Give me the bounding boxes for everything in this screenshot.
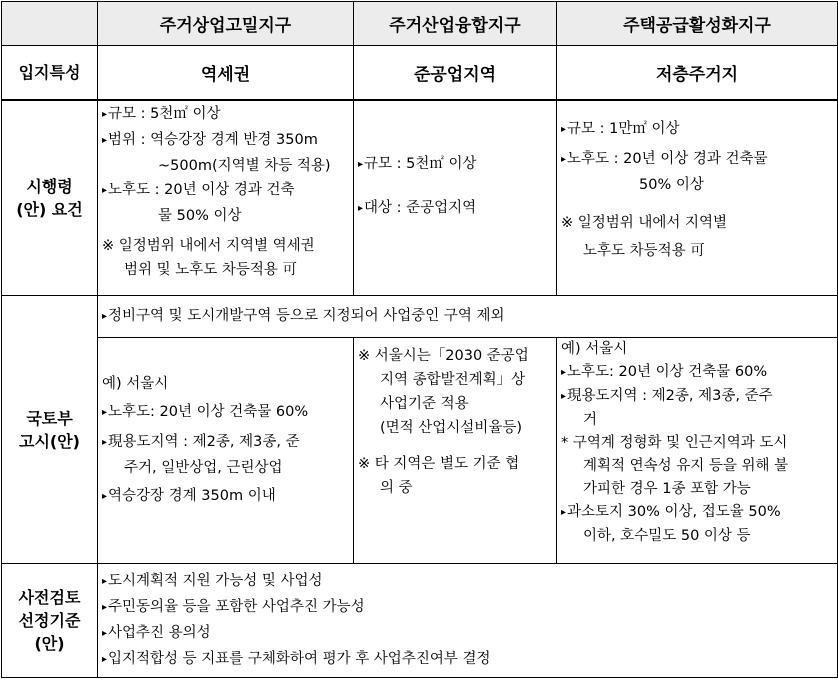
location-row (2, 46, 838, 100)
notice-detail-row (2, 338, 838, 564)
prereview-item: ▸ 주민동의율 등을 포함한 사업추진 가능성 (102, 595, 833, 621)
header-housing-supply: 주택공급활성화지구 (557, 2, 838, 46)
prereview-item: ▸ 입지적합성 등 지표를 구체화하여 평가 후 사업추진여부 결정 (102, 647, 833, 673)
notice-common: ▸ 정비구역 및 도시개발구역 등으로 지정되어 사업중인 구역 제외 (98, 296, 838, 338)
prereview-item: ▸ 도시계획적 지원 가능성 및 사업성 (102, 569, 833, 595)
location-station-area: 역세권 (98, 46, 354, 100)
zoning-comparison-table (1, 1, 838, 678)
notice-col2: ※ 서울시는「2030 준공업 지역 종합발전계획」상 사업기준 적용 (면적 산업시설비율등) ※ 타 지역은 별도 기준 협 의 중 (354, 338, 557, 564)
header-residential-commercial: 주거상업고밀지구 (98, 2, 354, 46)
location-label: 입지특성 (2, 46, 98, 100)
header-residential-industrial: 주거산업융합지구 (354, 2, 557, 46)
header-row (2, 2, 838, 46)
prereview-items (98, 564, 838, 678)
notice-col3: 예) 서울시 ▸ 노후도: 20년 이상 건축물 60% ▸ 現용도지역 : 제2종, 제3종, 준주 거 * 구역계 정형화 및 인근지역과 도시 계획적 연속성 유지 등을 위해 불 가피한 경우 1종 포함 가능 ▸ 과소토지 30% 이상, 접도율 50% 이하, 호수밀도 50 이상 등 (557, 338, 838, 564)
decree-col3: ▸ 규모 : 1만㎡ 이상 ▸ 노후도 : 20년 이상 경과 건축물 50% 이상 ※ 일정범위 내에서 지역별 노후도 차등적용 可 (557, 100, 838, 296)
prereview-label: 사전검토 선정기준 (안) (2, 564, 98, 678)
decree-label: 시행령 (안) 요건 (2, 100, 98, 296)
prereview-item: ▸ 사업추진 용의성 (102, 621, 833, 647)
notice-col1: 예) 서울시 ▸ 노후도: 20년 이상 건축물 60% ▸ 現용도지역 : 제2종, 제3종, 준 주거, 일반상업, 근린상업 ▸ 역승강장 경계 350m 이내 (98, 338, 354, 564)
prereview-row (2, 564, 838, 678)
decree-col1: ▸ 규모 : 5천㎡ 이상 ▸ 범위 : 역승강장 경계 반경 350m ~500m(지역별 차등 적용) ▸ 노후도 : 20년 이상 경과 건축 물 50% 이상 ※ 일정범위 내에서 지역별 역세권 범위 및 노후도 차등적용 可 (98, 100, 354, 296)
notice-label: 국토부 고시(안) (2, 296, 98, 564)
decree-row (2, 100, 838, 296)
location-low-rise: 저층주거지 (557, 46, 838, 100)
notice-common-row (2, 296, 838, 338)
location-semi-industrial: 준공업지역 (354, 46, 557, 100)
header-corner (2, 2, 98, 46)
decree-col2: ▸ 규모 : 5천㎡ 이상 ▸ 대상 : 준공업지역 (354, 100, 557, 296)
